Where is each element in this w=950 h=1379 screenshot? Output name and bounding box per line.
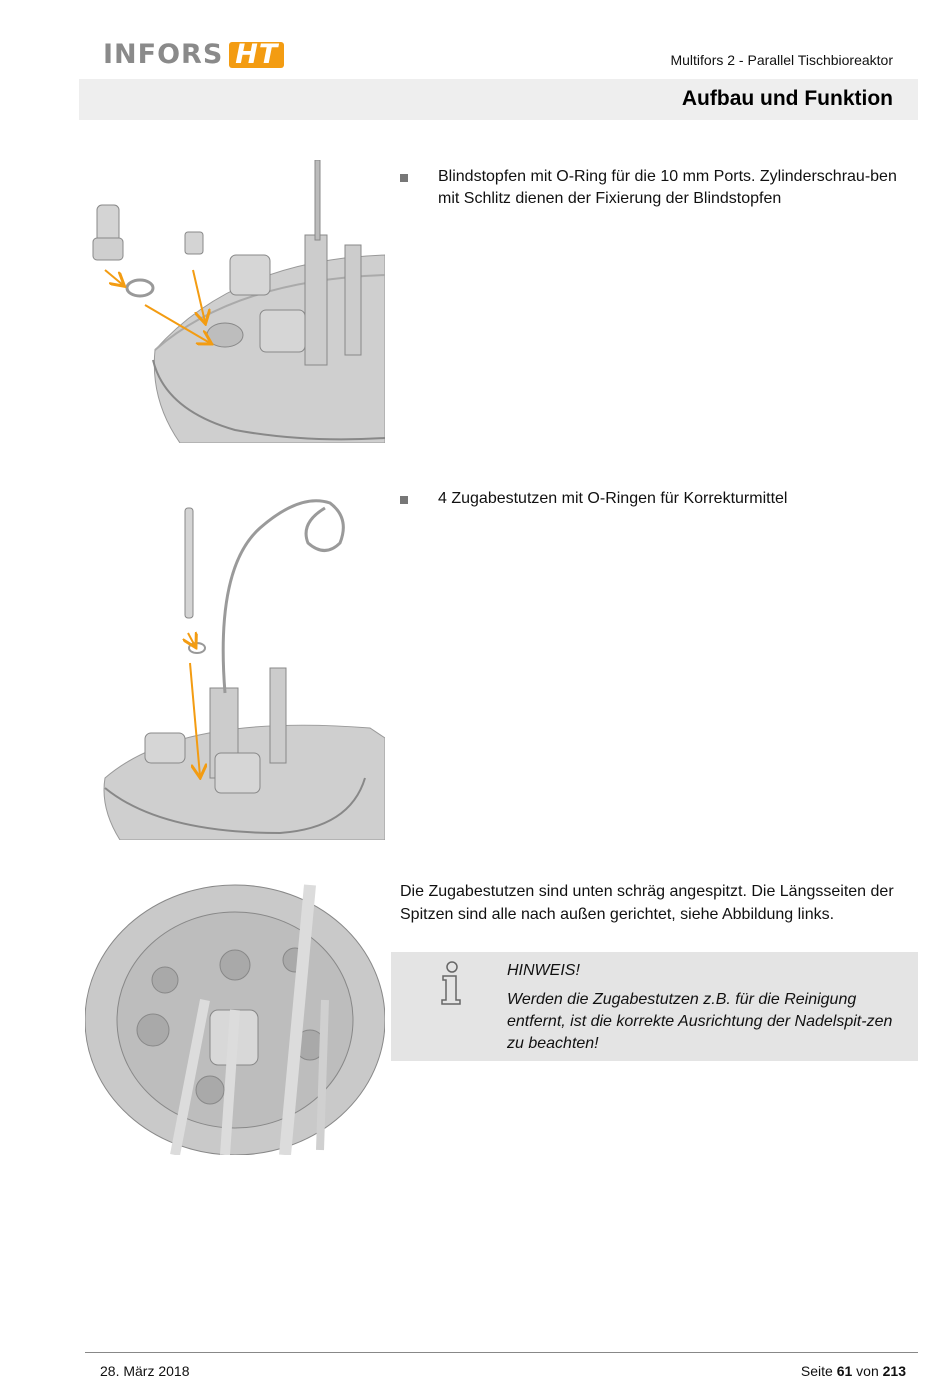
page-prefix: Seite <box>800 1363 833 1379</box>
bullet-text: Blindstopfen mit O-Ring für die 10 mm Ports. Zylinderschrau-ben mit Schlitz dienen der Fixierung der Blindstopfen <box>438 168 897 207</box>
logo-badge: HT <box>229 42 284 68</box>
page-number <box>801 1363 906 1379</box>
footer-divider <box>85 1352 918 1353</box>
company-logo <box>103 40 284 70</box>
page-current: 61 <box>836 1363 853 1379</box>
note-title: HINWEIS! <box>507 962 580 979</box>
bullet-marker <box>400 174 408 182</box>
page-total: 213 <box>882 1363 906 1379</box>
blind-plug-illustration <box>85 160 385 443</box>
page-separator: von <box>856 1363 879 1379</box>
bullet-item <box>400 166 915 210</box>
section-title: Aufbau und Funktion <box>681 87 893 110</box>
note-text: Werden die Zugabestutzen z.B. für die Reinigung entfernt, ist die korrekte Ausrichtung der Nadelspit-zen zu beachten! <box>507 991 893 1052</box>
document-title: Multifors 2 - Parallel Tischbioreaktor <box>670 52 893 68</box>
lid-underside-illustration <box>85 880 385 1155</box>
addition-port-illustration <box>100 488 385 840</box>
logo-text: INFORS <box>103 39 224 70</box>
section-header-bar <box>79 79 918 120</box>
body-paragraph: Die Zugabestutzen sind unten schräg angespitzt. Die Längsseiten der Spitzen sind alle nach außen gerichtet, siehe Abbildung links. <box>400 883 894 923</box>
note-box <box>391 952 918 1061</box>
info-icon <box>438 960 466 1006</box>
bullet-text: 4 Zugabestutzen mit O-Ringen für Korrekturmittel <box>438 490 788 507</box>
bullet-item <box>400 488 915 510</box>
bullet-marker <box>400 496 408 504</box>
footer-date: 28. März 2018 <box>100 1363 190 1379</box>
